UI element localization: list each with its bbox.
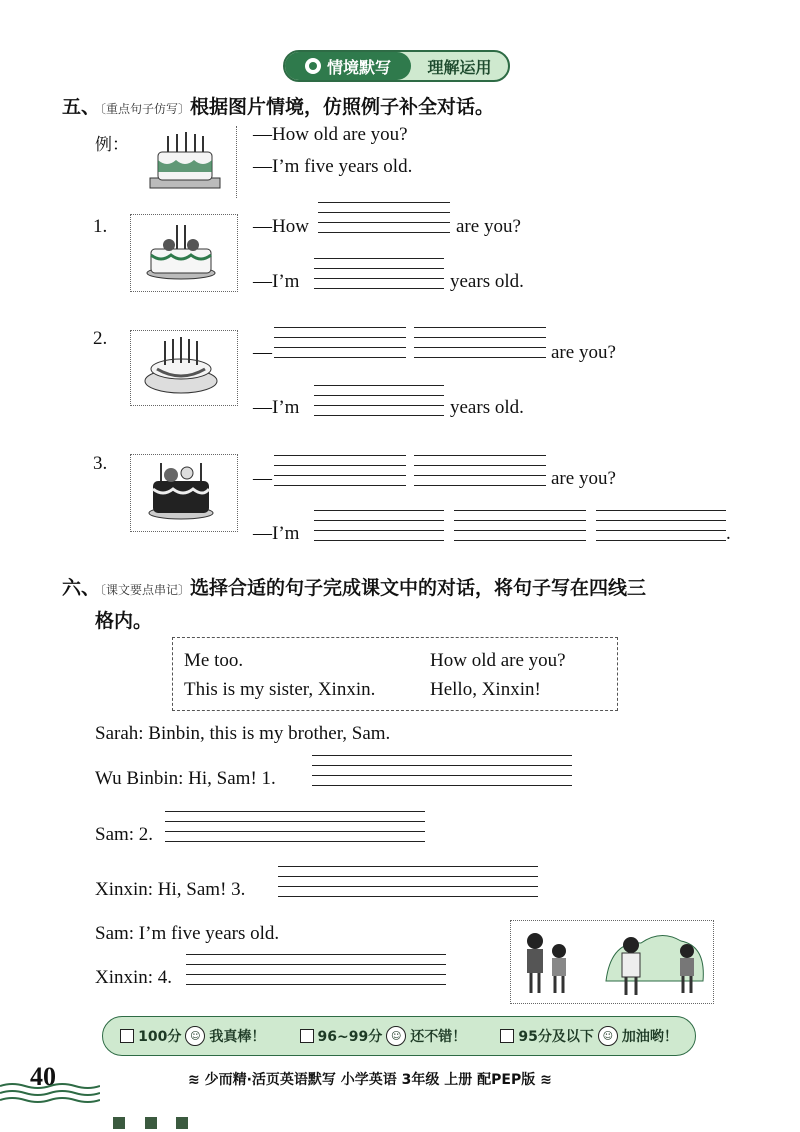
header-left	[285, 52, 411, 80]
item3-a-writing-lines-1[interactable]	[314, 510, 444, 542]
item1-cake-image	[130, 214, 238, 292]
item1-number: 1.	[93, 216, 108, 237]
item2-number: 2.	[93, 328, 108, 349]
section6-title	[62, 573, 646, 600]
item2-q-writing-lines-1[interactable]	[274, 327, 406, 359]
item3-cake-image	[130, 454, 238, 532]
item2-q-writing-lines-2[interactable]	[414, 327, 546, 359]
item1-a-prefix: —I’m	[253, 271, 300, 292]
score-95-text: 加油哟！	[621, 1029, 678, 1045]
item2-a-writing-lines[interactable]	[314, 385, 444, 417]
dialogue-line-xinxin-3: Xinxin: Hi, Sam! 3.	[95, 879, 246, 900]
score-96-99-text: 还不错！	[410, 1029, 467, 1045]
blank-4-writing-lines[interactable]	[186, 954, 446, 986]
footer-square-icon	[113, 1117, 125, 1129]
item3-q-writing-lines-1[interactable]	[274, 455, 406, 487]
item1-a-writing-lines[interactable]	[314, 258, 444, 290]
blank-1-writing-lines[interactable]	[312, 755, 572, 787]
item3-number: 3.	[93, 453, 108, 474]
page-number: 40	[30, 1062, 56, 1091]
item1-q-writing-lines[interactable]	[318, 202, 450, 234]
option-4: Hello, Xinxin!	[430, 679, 541, 700]
option-2: How old are you?	[430, 650, 566, 671]
score-option-100[interactable]	[120, 1026, 265, 1046]
item2-q-suffix: are you?	[551, 342, 616, 363]
item2-cake-image	[130, 330, 238, 406]
item1-q-prefix: —How	[253, 216, 309, 237]
item2-a-suffix: years old.	[450, 397, 524, 418]
section5-number: 五、	[62, 96, 101, 118]
blank-3-writing-lines[interactable]	[278, 866, 538, 898]
dialogue-line-sam-age: Sam: I’m five years old.	[95, 923, 280, 944]
item3-q-prefix: —	[253, 468, 272, 489]
item2-a-prefix: —I’m	[253, 397, 300, 418]
item3-a-writing-lines-2[interactable]	[454, 510, 586, 542]
item1-a-suffix: years old.	[450, 271, 524, 292]
section5-title	[62, 92, 494, 119]
score-option-95-below[interactable]	[500, 1026, 677, 1046]
item1-q-suffix: are you?	[456, 216, 521, 237]
checkbox-icon[interactable]	[300, 1029, 314, 1043]
dialogue-line-xinxin-4: Xinxin: 4.	[95, 967, 173, 988]
section6-instruction-line1: 选择合适的句子完成课文中的对话，将句子写在四线三	[190, 577, 647, 599]
header-right-label: 理解运用	[427, 57, 492, 77]
item3-a-suffix: .	[726, 523, 731, 544]
item3-a-writing-lines-3[interactable]	[596, 510, 726, 542]
checkbox-icon[interactable]	[500, 1029, 514, 1043]
footer-square-icon	[145, 1117, 157, 1129]
section5-tag: 〔重点句子仿写〕	[100, 102, 191, 116]
footer-text: ≋ 少而精·活页英语默写 小学英语 3年级 上册 配PEP版 ≋	[188, 1072, 552, 1088]
dialogue-line-sam-2: Sam: 2.	[95, 824, 154, 845]
section-header-pill	[283, 50, 510, 82]
footer-square-icon	[176, 1117, 188, 1129]
item2-q-prefix: —	[253, 342, 272, 363]
score-96-99-label: 96~99分	[317, 1029, 383, 1045]
example-cake-image	[140, 126, 237, 198]
section6-number: 六、	[62, 577, 101, 599]
option-3: This is my sister, Xinxin.	[184, 679, 376, 700]
checkbox-icon[interactable]	[120, 1029, 134, 1043]
item3-a-prefix: —I’m	[253, 523, 300, 544]
smiley-icon: ☺	[185, 1026, 205, 1046]
score-100-text: 我真棒！	[209, 1029, 266, 1045]
example-question: —How old are you?	[253, 124, 408, 145]
section6-instruction-line2: 格内。	[95, 610, 153, 632]
header-left-label: 情境默写	[326, 57, 391, 77]
smiley-icon: ☺	[386, 1026, 406, 1046]
example-label: 例：	[95, 135, 129, 155]
dialogue-line-binbin: Wu Binbin: Hi, Sam! 1.	[95, 768, 276, 789]
section6-tag: 〔课文要点串记〕	[100, 583, 191, 597]
score-bar	[102, 1016, 696, 1056]
cheer-face-icon: ☺	[598, 1026, 618, 1046]
option-1: Me too.	[184, 650, 244, 671]
dialogue-line-sarah: Sarah: Binbin, this is my brother, Sam.	[95, 723, 391, 744]
score-95-label: 95分及以下	[518, 1029, 594, 1045]
wave-decoration-icon	[0, 1082, 100, 1106]
item3-q-suffix: are you?	[551, 468, 616, 489]
badge-icon	[305, 58, 321, 74]
section5-instruction: 根据图片情境，仿照例子补全对话。	[190, 96, 495, 118]
blank-2-writing-lines[interactable]	[165, 811, 425, 843]
score-option-96-99[interactable]	[300, 1026, 467, 1046]
item3-q-writing-lines-2[interactable]	[414, 455, 546, 487]
example-answer: —I’m five years old.	[253, 156, 413, 177]
score-100-label: 100分	[138, 1029, 182, 1045]
family-illustration	[510, 920, 714, 1004]
